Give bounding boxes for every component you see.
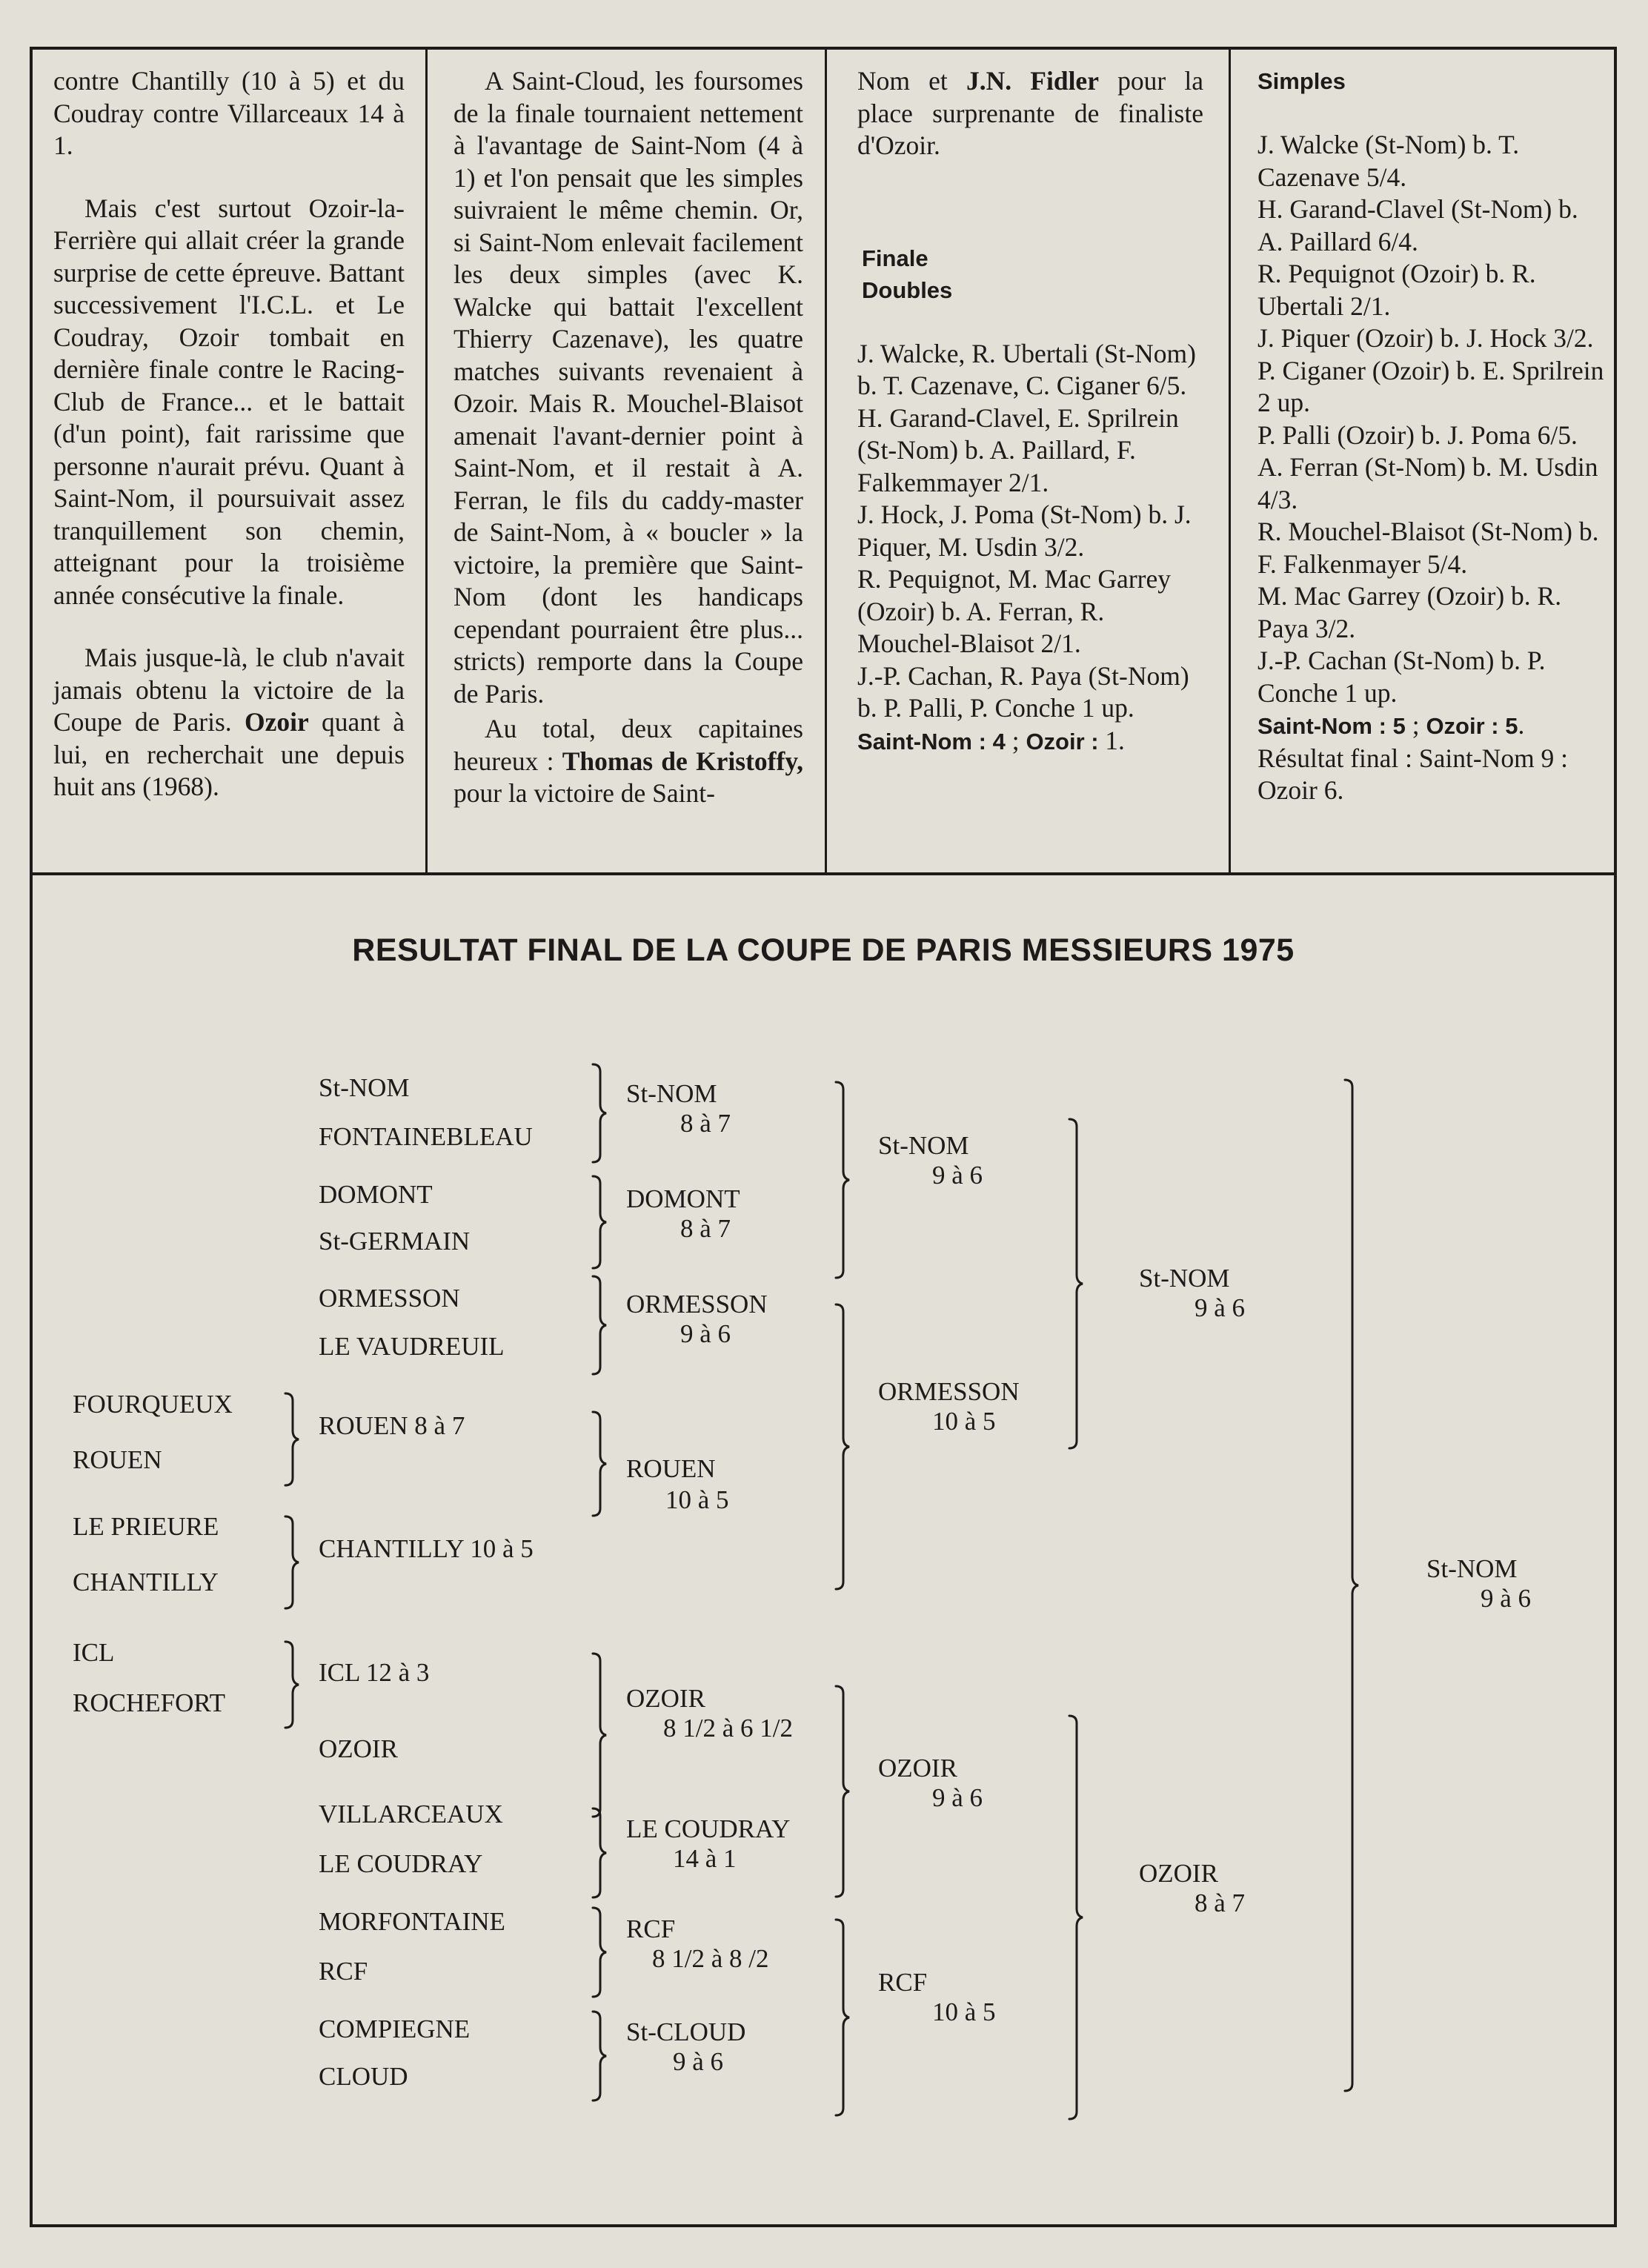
winner-score: 9 à 6 (1481, 1584, 1532, 1613)
team-label: CLOUD (319, 2062, 408, 2091)
score-line: Saint-Nom : 5 ; Ozoir : 5. (1257, 710, 1525, 740)
brace (285, 1642, 299, 1728)
team-label: ROCHEFORT (73, 1688, 225, 1717)
match-score: 10 à 5 (665, 1485, 729, 1514)
match-result: R. Pequignot (Ozoir) b. R. Ubertali 2/1. (1257, 259, 1536, 321)
brace (1069, 1119, 1083, 1448)
team-label: ORMESSON (878, 1377, 1020, 1406)
match-score: 10 à 5 (932, 1997, 996, 2026)
team-label: LE PRIEURE (73, 1512, 219, 1541)
brace (593, 1176, 606, 1268)
paragraph: A Saint-Cloud, les foursomes de la finale tournaient nettement à l'avantage de Saint-Nom (4 à 1) et l'on pensait que les simples suivraient le même chemin. Or, si Saint-Nom enlevait facilement les deux simples (avec K. Walcke qui battait l'excellent Thierry Cazenave), les quatre matches suivants revenaient à Ozoir. Mais R. Mouchel-Blaisot amenait l'avant-dernier point à Saint-Nom, et il restait à A. Ferran, le fils du caddy-master de Saint-Nom, à « boucler » la victoire, la première que Saint-Nom (dont les handicaps cependant pourraient être plus... stricts) remporte dans la Coupe de Paris. (453, 66, 803, 709)
team-label: St-GERMAIN (319, 1227, 471, 1256)
team-label: DOMONT (626, 1184, 740, 1213)
team-label: LE COUDRAY (626, 1814, 791, 1843)
match-score: 9 à 6 (932, 1161, 983, 1190)
team-label: CHANTILLY (73, 1568, 219, 1596)
match-score: 10 à 5 (932, 1407, 996, 1436)
team-label: RCF (878, 1968, 928, 1997)
brace (593, 2012, 606, 2100)
brace (836, 1686, 849, 1897)
team-label: St-NOM (626, 1079, 717, 1108)
brace (593, 1412, 606, 1516)
brace (836, 1920, 849, 2115)
match-score: 9 à 6 (1195, 1293, 1246, 1322)
paragraph: Mais c'est surtout Ozoir-la-Ferrière qui allait créer la grande surprise de cette épreuve. Battant successivement l'I.C.L. et Le Coudray, Ozoir tombait en dernière finale contre le Racing-Club de France... et le battait (d'un point), fait rarissime que personne n'aurait prévu. Quant à Saint-Nom, il poursuivait assez tranquillement son chemin, atteignant pour la troisième année consécutive la finale. (53, 193, 405, 610)
team-label: ICL (73, 1638, 115, 1667)
match-result: H. Garand-Clavel (St-Nom) b. A. Paillard 6/4. (1257, 194, 1578, 256)
brace (593, 1276, 606, 1374)
team-label: FOURQUEUX (73, 1390, 233, 1419)
bracket-title: RESULTAT FINAL DE LA COUPE DE PARIS MESSIEURS 1975 (352, 932, 1295, 968)
match-score: 9 à 6 (673, 2047, 724, 2076)
team-label: DOMONT (319, 1180, 433, 1209)
match-score: 8 à 7 (1195, 1889, 1246, 1917)
team-label: OZOIR (1139, 1859, 1218, 1888)
subheading-doubles: Doubles (862, 276, 953, 303)
match-result: H. Garand-Clavel, E. Sprilrein (St-Nom) b. A. Paillard, F. Falkemmayer 2/1. (857, 402, 1179, 497)
match-score: 9 à 6 (680, 1319, 731, 1348)
paragraph: Mais jusque-là, le club n'avait jamais obtenu la victoire de la Coupe de Paris. Ozoir quant à lui, en recherchait une depuis huit ans (1968). (53, 643, 405, 801)
match-result: R. Mouchel-Blaisot (St-Nom) b. F. Falkenmayer 5/4. (1257, 517, 1599, 579)
team-label: LE VAUDREUIL (319, 1332, 505, 1361)
match-result: J. Hock, J. Poma (St-Nom) b. J. Piquer, M. Usdin 3/2. (857, 500, 1192, 562)
paragraph: Au total, deux capitaines heureux : Thomas de Kristoffy, pour la victoire de Saint- (453, 714, 803, 808)
winner-team: St-NOM (1426, 1554, 1518, 1583)
brace (836, 1304, 849, 1589)
team-label: OZOIR (878, 1754, 957, 1783)
match-result: P. Palli (Ozoir) b. J. Poma 6/5. (1257, 420, 1578, 450)
team-label: ORMESSON (626, 1290, 768, 1319)
final-result: Résultat final : Saint-Nom 9 : Ozoir 6. (1257, 743, 1569, 805)
team-label: St-NOM (878, 1131, 969, 1160)
brace (593, 1654, 606, 1817)
paragraph: Nom et J.N. Fidler pour la place surprenante de finaliste d'Ozoir. (857, 66, 1203, 160)
match-result: M. Mac Garrey (Ozoir) b. R. Paya 3/2. (1257, 581, 1562, 643)
team-label: ROUEN (73, 1445, 162, 1474)
brace (593, 1908, 606, 1997)
team-label: ORMESSON (319, 1284, 460, 1313)
team-label: VILLARCEAUX (319, 1800, 503, 1828)
brace (836, 1082, 849, 1278)
match-score: 8 à 7 (680, 1109, 731, 1138)
match-score: 8 1/2 à 6 1/2 (663, 1714, 793, 1743)
paragraph: contre Chantilly (10 à 5) et du Coudray contre Villarceaux 14 à 1. (53, 66, 405, 160)
team-label: ROUEN (626, 1454, 716, 1483)
match-score: 8 1/2 à 8 /2 (652, 1944, 769, 1973)
match-result: J. Piquer (Ozoir) b. J. Hock 3/2. (1257, 323, 1594, 353)
brace (593, 1064, 606, 1162)
match-result: A. Ferran (St-Nom) b. M. Usdin 4/3. (1257, 452, 1598, 514)
match-score: CHANTILLY 10 à 5 (319, 1534, 534, 1563)
match-score: ICL 12 à 3 (319, 1658, 430, 1687)
brace (1345, 1080, 1358, 2091)
team-label: OZOIR (626, 1684, 705, 1713)
match-result: J.-P. Cachan (St-Nom) b. P. Conche 1 up. (1257, 646, 1546, 708)
match-result: R. Pequignot, M. Mac Garrey (Ozoir) b. A. Ferran, R. Mouchel-Blaisot 2/1. (857, 564, 1171, 658)
team-label: St-NOM (319, 1073, 410, 1102)
match-score: 14 à 1 (673, 1844, 737, 1873)
team-label: RCF (319, 1957, 368, 1986)
team-label: COMPIEGNE (319, 2015, 471, 2043)
match-score: 9 à 6 (932, 1783, 983, 1812)
team-label: St-NOM (1139, 1264, 1230, 1293)
score-line: Saint-Nom : 4 ; Ozoir : 1. (857, 725, 1125, 755)
match-score: 8 à 7 (680, 1214, 731, 1243)
match-result: J. Walcke (St-Nom) b. T. Cazenave 5/4. (1257, 130, 1520, 192)
team-label: OZOIR (319, 1734, 398, 1763)
brace (285, 1516, 299, 1608)
brace (285, 1393, 299, 1485)
brace (1069, 1716, 1083, 2119)
match-score: ROUEN 8 à 7 (319, 1411, 465, 1440)
team-label: RCF (626, 1914, 676, 1943)
subheading-simples: Simples (1257, 68, 1346, 94)
team-label: MORFONTAINE (319, 1907, 505, 1936)
brace (593, 1808, 606, 1897)
match-result: J.-P. Cachan, R. Paya (St-Nom) b. P. Palli, P. Conche 1 up. (857, 660, 1189, 723)
subheading-finale: Finale (862, 245, 928, 271)
match-result: P. Ciganer (Ozoir) b. E. Sprilrein 2 up. (1257, 355, 1604, 417)
team-label: LE COUDRAY (319, 1849, 483, 1878)
team-label: St-CLOUD (626, 2017, 746, 2046)
team-label: FONTAINEBLEAU (319, 1122, 533, 1151)
match-result: J. Walcke, R. Ubertali (St-Nom) b. T. Cazenave, C. Ciganer 6/5. (857, 338, 1196, 400)
